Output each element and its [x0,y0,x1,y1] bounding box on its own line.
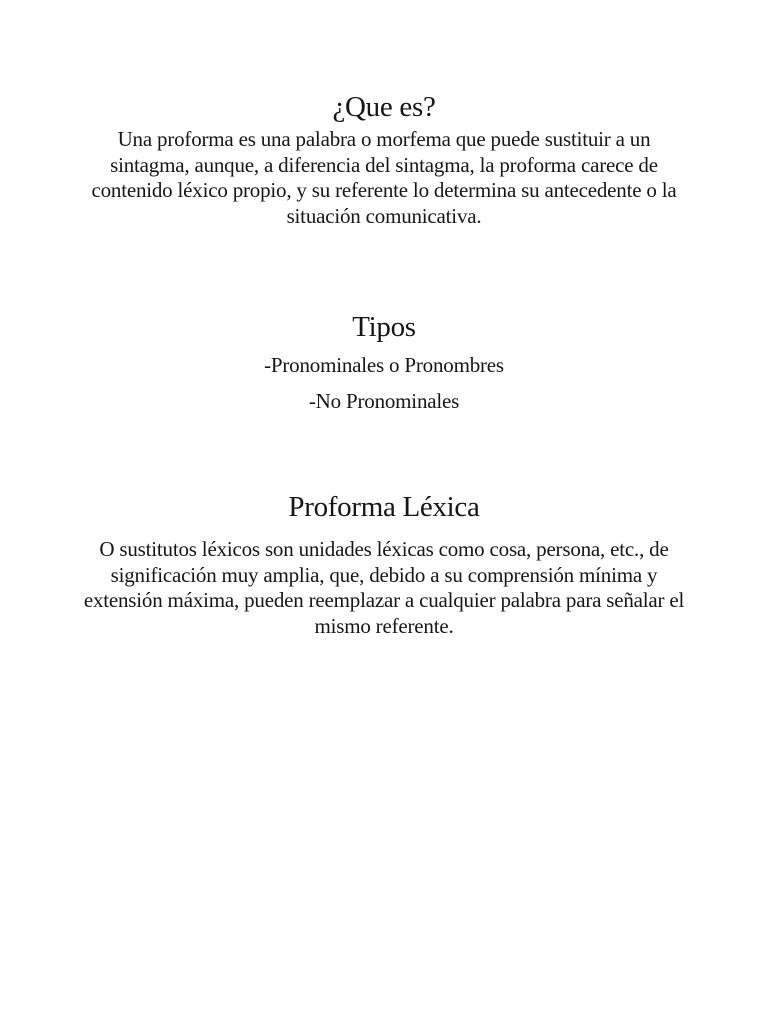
section-que-es [80,90,688,229]
list-item-no-pronominales: -No Pronominales [308,389,460,413]
heading-proforma-lexica: Proforma Léxica [288,491,480,523]
list-item-pronominales: -Pronominales o Pronombres [264,353,504,377]
section-tipos [80,310,688,419]
heading-tipos: Tipos [352,311,416,343]
section-proforma-lexica [80,490,688,639]
paragraph-definition: Una proforma es una palabra o morfema que puede sustituir a un sintagma, aunque, a diferencia del sintagma, la proforma carece de contenido léxico propio, y su referente lo determina su antecedente o la situación comunicativa. [91,127,677,228]
paragraph-sustitutos-lexicos: O sustitutos léxicos son unidades léxicas como cosa, persona, etc., de significación muy amplia, que, debido a su comprensión mínima y extensión máxima, pueden reemplazar a cualquier palabra para señalar el mismo referente. [83,537,685,638]
heading-que-es: ¿Que es? [332,91,436,123]
